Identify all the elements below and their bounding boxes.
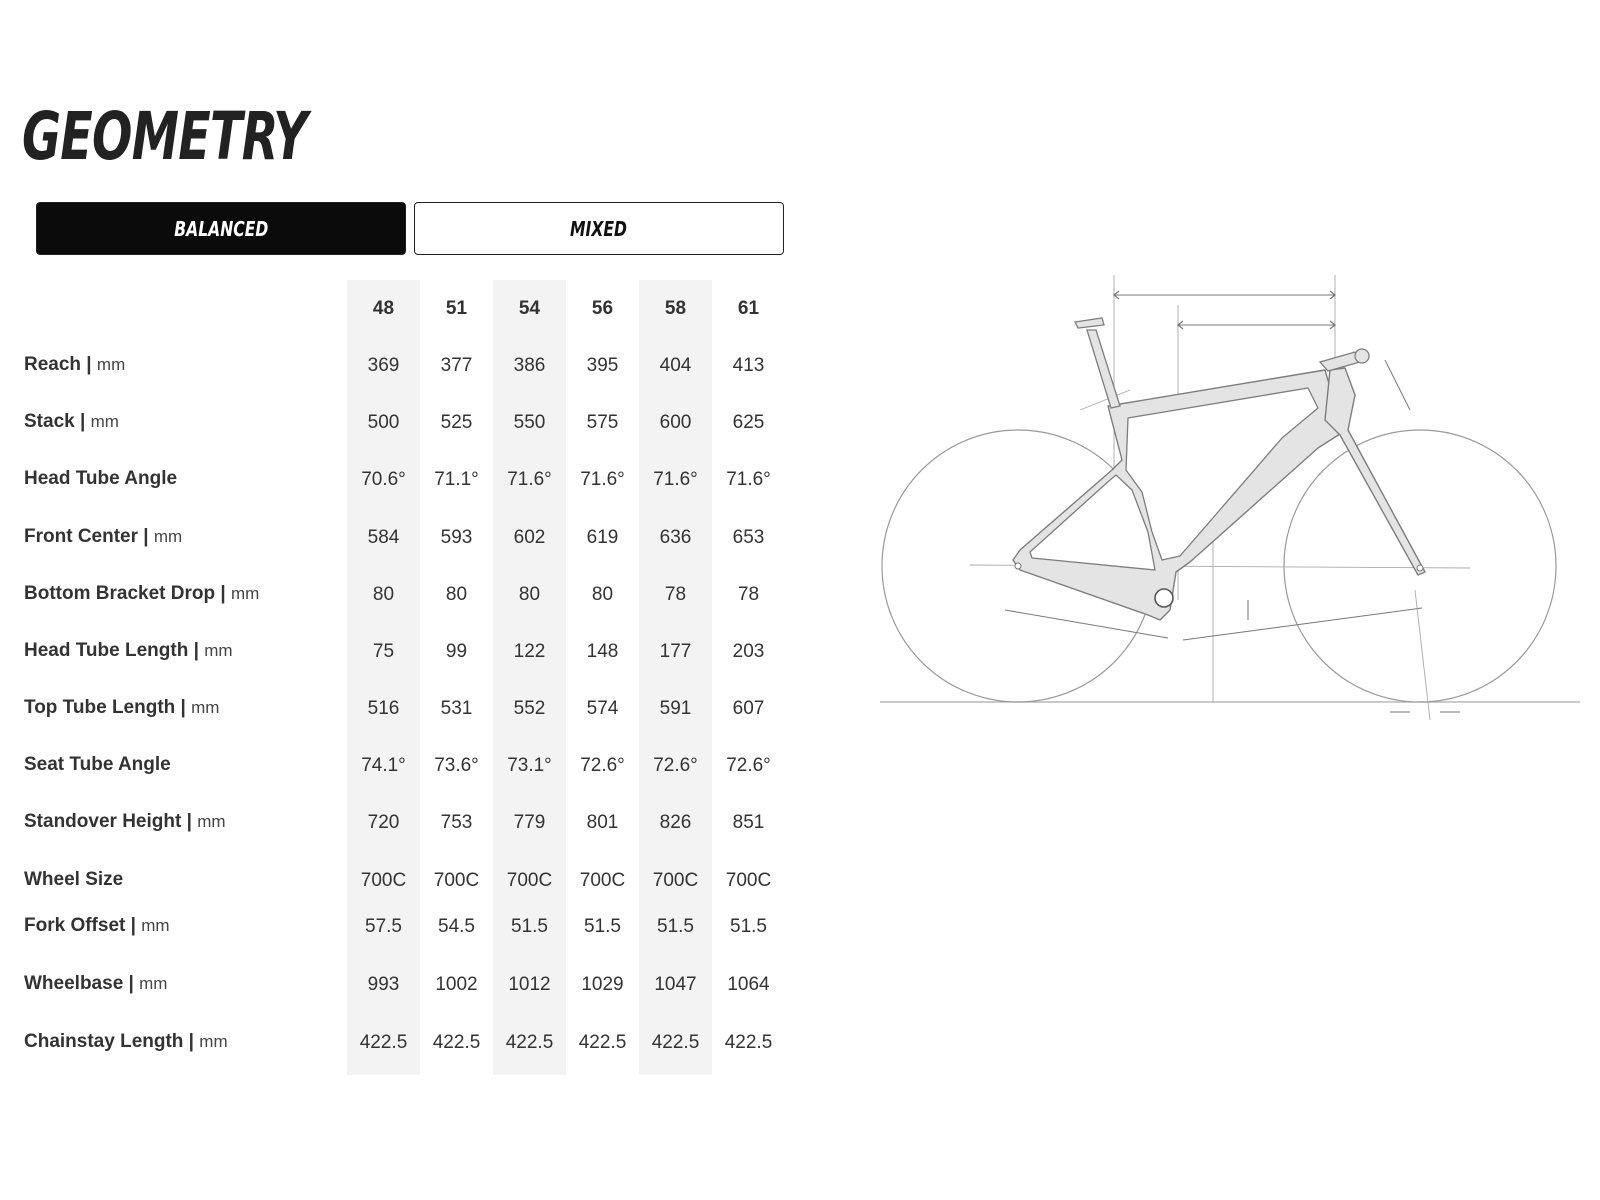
row-unit: mm: [191, 698, 220, 717]
row-name: Wheelbase: [24, 973, 124, 994]
row-name: Standover Height: [24, 811, 182, 832]
row-unit: mm: [141, 916, 170, 935]
row-unit: mm: [230, 584, 260, 603]
table-cell: 148: [586, 641, 619, 662]
table-cell: 51.5: [730, 916, 767, 937]
table-cell: 516: [367, 698, 400, 719]
row-unit: mm: [199, 1032, 228, 1051]
table-cell: 602: [513, 527, 546, 548]
row-label: [24, 468, 177, 490]
row-label: Standover Height | mm: [24, 811, 226, 832]
row-label: Chainstay Length | mm: [24, 1031, 228, 1052]
table-cell: 1047: [654, 974, 697, 995]
size-header: 58: [664, 298, 687, 319]
table-cell: 99: [445, 641, 468, 662]
page-title: GEOMETRY: [22, 98, 307, 175]
table-cell: 413: [732, 355, 765, 376]
table-cell: 593: [440, 527, 473, 548]
row-label: Stack | mm: [24, 411, 119, 432]
table-cell: 700C: [652, 870, 699, 891]
table-cell: 1029: [581, 974, 624, 995]
row-unit: mm: [204, 641, 233, 660]
row-unit: mm: [197, 812, 226, 831]
column-shade: [639, 280, 712, 1075]
table-cell: 369: [367, 355, 400, 376]
tab-balanced[interactable]: [36, 202, 406, 255]
table-cell: 1002: [435, 974, 478, 995]
table-cell: 653: [732, 527, 765, 548]
table-cell: 619: [586, 527, 619, 548]
table-cell: 422.5: [651, 1032, 700, 1053]
table-cell: 78: [737, 584, 760, 605]
table-cell: 826: [659, 812, 692, 833]
table-cell: 51.5: [511, 916, 548, 937]
table-cell: 591: [659, 698, 692, 719]
table-cell: 51.5: [584, 916, 621, 937]
row-unit: mm: [153, 527, 183, 546]
table-cell: 851: [732, 812, 765, 833]
table-cell: 386: [513, 355, 546, 376]
row-label: [24, 869, 123, 891]
row-name: Bottom Bracket Drop: [24, 583, 216, 604]
size-header: 48: [372, 298, 395, 319]
table-cell: 71.6°: [653, 469, 698, 490]
row-label: Head Tube Length | mm: [24, 640, 233, 661]
row-label: Front Center | mm: [24, 526, 183, 547]
table-cell: 377: [440, 355, 473, 376]
table-cell: 51.5: [657, 916, 694, 937]
row-label: Fork Offset | mm: [24, 915, 170, 936]
row-label: Top Tube Length | mm: [24, 697, 220, 718]
table-cell: 636: [659, 527, 692, 548]
table-cell: 73.1°: [507, 755, 552, 776]
tab-mixed[interactable]: [414, 202, 784, 255]
table-cell: 993: [367, 974, 400, 995]
row-unit: mm: [96, 355, 126, 374]
table-cell: 72.6°: [580, 755, 625, 776]
table-cell: 700C: [433, 870, 480, 891]
table-cell: 74.1°: [361, 755, 406, 776]
row-label: Reach | mm: [24, 354, 126, 375]
table-cell: 1064: [727, 974, 770, 995]
table-cell: 80: [372, 584, 395, 605]
table-cell: 72.6°: [726, 755, 771, 776]
table-cell: 779: [513, 812, 546, 833]
table-cell: 607: [732, 698, 765, 719]
tab-mixed-label: MIXED: [570, 216, 628, 241]
column-shade: [493, 280, 566, 1075]
table-cell: 71.6°: [507, 469, 552, 490]
table-cell: 422.5: [578, 1032, 627, 1053]
row-name: Chainstay Length: [24, 1031, 184, 1052]
table-cell: 422.5: [359, 1032, 408, 1053]
table-cell: 122: [513, 641, 546, 662]
table-cell: 753: [440, 812, 473, 833]
row-name: Reach: [24, 354, 82, 375]
row-name: Stack: [24, 411, 75, 432]
table-cell: 1012: [508, 974, 551, 995]
table-cell: 720: [367, 812, 400, 833]
row-label: Wheelbase | mm: [24, 973, 168, 994]
table-cell: 404: [659, 355, 692, 376]
table-cell: 700C: [579, 870, 626, 891]
tab-balanced-label: BALANCED: [173, 216, 269, 241]
table-cell: 625: [732, 412, 765, 433]
table-cell: 71.1°: [434, 469, 479, 490]
row-name: Front Center: [24, 526, 138, 547]
geometry-tabs: [36, 202, 784, 257]
row-name: Top Tube Length: [24, 697, 176, 718]
row-unit: mm: [90, 412, 119, 431]
table-cell: 78: [664, 584, 687, 605]
table-cell: 575: [586, 412, 619, 433]
table-cell: 700C: [725, 870, 772, 891]
table-cell: 71.6°: [580, 469, 625, 490]
size-header: 51: [445, 298, 468, 319]
table-cell: 700C: [360, 870, 407, 891]
table-cell: 600: [659, 412, 692, 433]
table-cell: 525: [440, 412, 473, 433]
table-cell: 531: [440, 698, 473, 719]
table-cell: 801: [586, 812, 619, 833]
table-cell: 71.6°: [726, 469, 771, 490]
table-cell: 422.5: [505, 1032, 554, 1053]
bike-geometry-diagram-icon: [880, 270, 1590, 750]
row-name: Wheel Size: [24, 869, 124, 890]
table-cell: 75: [372, 641, 395, 662]
row-name: Fork Offset: [24, 915, 126, 936]
table-cell: 574: [586, 698, 619, 719]
row-name: Head Tube Length: [24, 640, 189, 661]
table-cell: 54.5: [438, 916, 475, 937]
size-header: 56: [591, 298, 614, 319]
table-cell: 57.5: [365, 916, 402, 937]
table-cell: 422.5: [724, 1032, 773, 1053]
table-cell: 422.5: [432, 1032, 481, 1053]
table-cell: 177: [659, 641, 692, 662]
size-header: 54: [518, 298, 541, 319]
table-cell: 203: [732, 641, 765, 662]
table-cell: 72.6°: [653, 755, 698, 776]
row-name: Head Tube Angle: [24, 468, 178, 489]
row-label: [24, 754, 171, 776]
size-header: 61: [737, 298, 760, 319]
table-cell: 80: [518, 584, 541, 605]
table-cell: 73.6°: [434, 755, 479, 776]
row-name: Seat Tube Angle: [24, 754, 171, 775]
table-cell: 80: [591, 584, 614, 605]
table-cell: 550: [513, 412, 546, 433]
row-unit: mm: [139, 974, 168, 993]
table-cell: 70.6°: [361, 469, 406, 490]
table-cell: 80: [445, 584, 468, 605]
column-shade: [347, 280, 420, 1075]
table-cell: 584: [367, 527, 400, 548]
table-cell: 552: [513, 698, 546, 719]
row-label: Bottom Bracket Drop | mm: [24, 583, 260, 604]
table-cell: 500: [367, 412, 400, 433]
table-cell: 700C: [506, 870, 553, 891]
table-cell: 395: [586, 355, 619, 376]
